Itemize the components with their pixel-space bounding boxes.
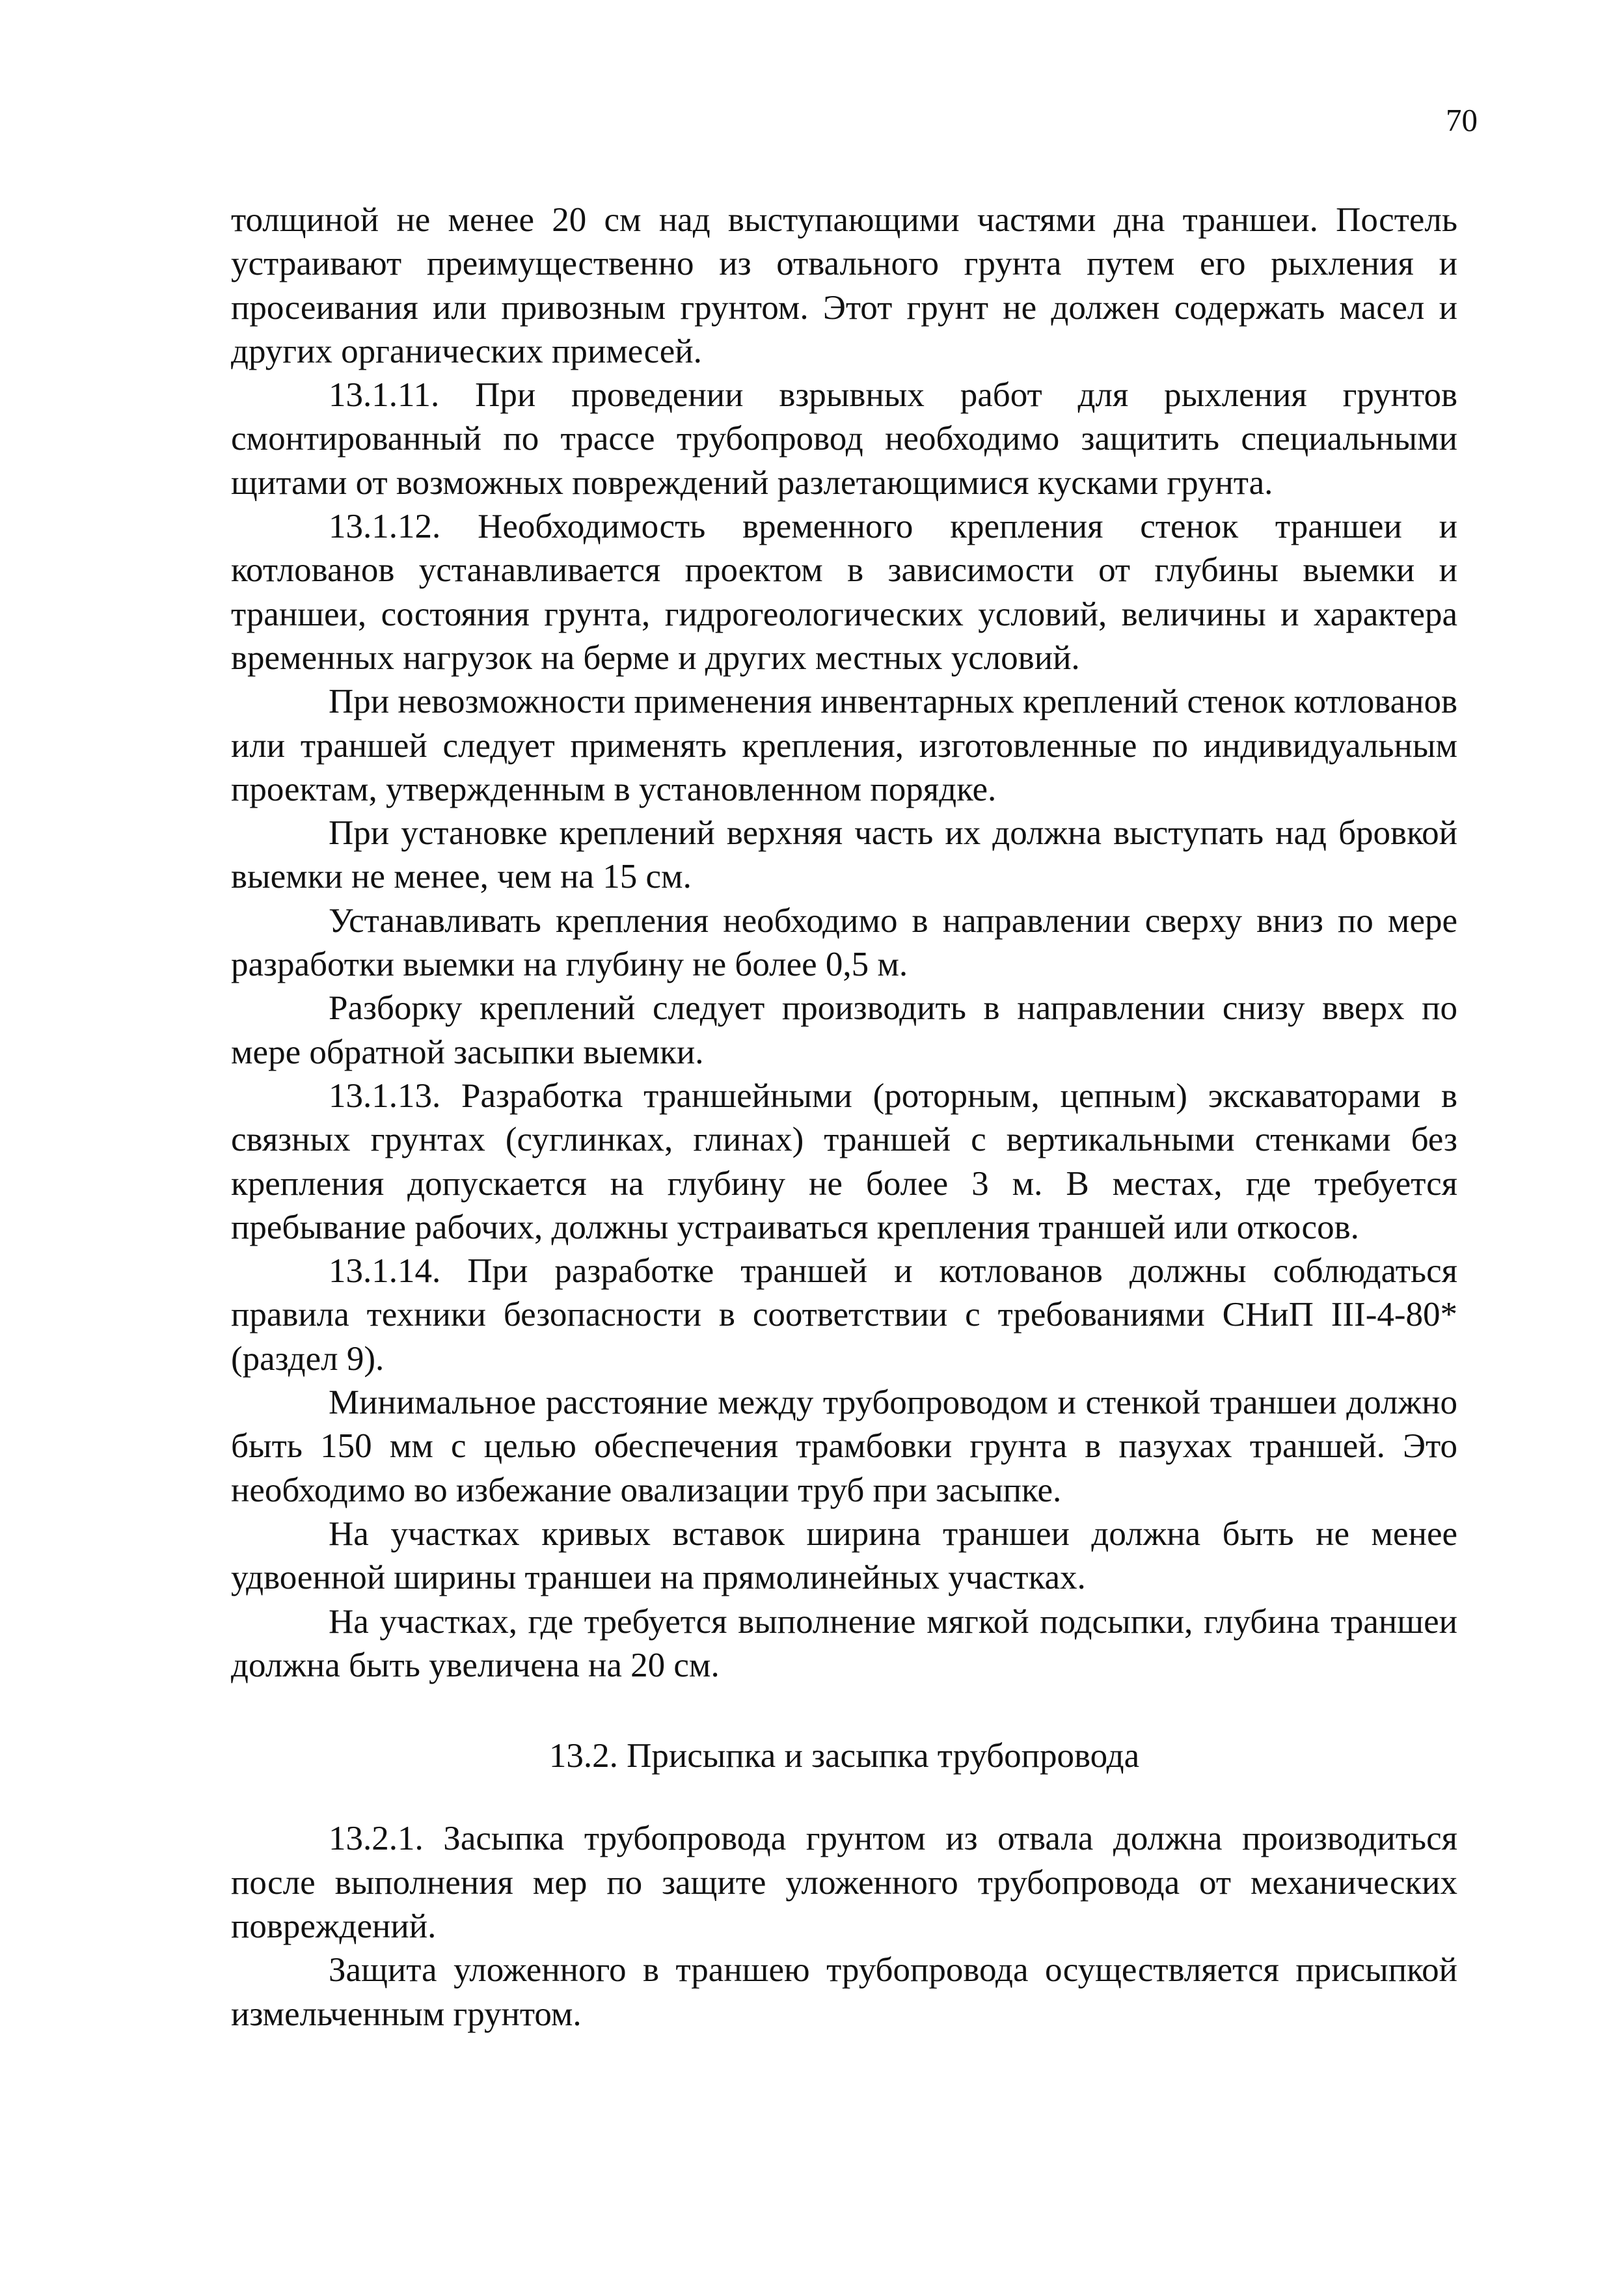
page-number: 70 (1446, 102, 1478, 138)
section-heading: 13.2. Присыпка и засыпка трубопровода (548, 1737, 1140, 1775)
document-body (231, 198, 1457, 2036)
paragraph: На участках кривых вставок ширина траншеи должна быть не менее удвоенной ширины траншеи на прямолинейных участках. (231, 1514, 1457, 1597)
paragraph: На участках, где требуется выполнение мягкой подсыпки, глубина траншеи должна быть увеличена на 20 см. (231, 1602, 1457, 1684)
paragraph: При установке креплений верхняя часть их должна выступать над бровкой выемки не менее, чем на 15 см. (231, 814, 1457, 896)
paragraph: Разборку креплений следует производить в направлении снизу вверх по мере обратной засыпки выемки. (231, 989, 1457, 1071)
paragraph: Устанавливать крепления необходимо в направлении сверху вниз по мере разработки выемки на глубину не более 0,5 м. (231, 901, 1457, 984)
paragraph: 13.1.14. При разработке траншей и котлованов должны соблюдаться правила техники безопасности в соответствии с требованиями СНиП III-4-80* (раздел 9). (231, 1252, 1457, 1378)
paragraph: Минимальное расстояние между трубопроводом и стенкой траншеи должно быть 150 мм с целью обеспечения трамбовки грунта в пазухах траншей. Это необходимо во избежание овализации труб при засыпке. (231, 1384, 1457, 1509)
paragraph: Защита уложенного в траншею трубопровода осуществляется присыпкой измельченным грунтом. (231, 1951, 1457, 2033)
paragraph: 13.1.12. Необходимость временного крепления стенок траншеи и котлованов устанавливается проектом в зависимости от глубины выемки и траншеи, состояния грунта, гидрогеологических условий, величины и характера временных нагрузок на берме и других местных условий. (231, 508, 1457, 677)
paragraph: При невозможности применения инвентарных креплений стенок котлованов или траншей следует применять крепления, изготовленные по индивидуальным проектам, утвержденным в установленном порядке. (231, 683, 1457, 808)
paragraph: толщиной не менее 20 см над выступающими частями дна траншеи. Постель устраивают преимущественно из отвального грунта путем его рыхления и просеивания или привозным грунтом. Этот грунт не должен содержать масел и других органических примесей. (231, 201, 1457, 370)
paragraph: 13.1.11. При проведении взрывных работ для рыхления грунтов смонтированный по трассе трубопровод необходимо защитить специальными щитами от возможных повреждений разлетающимися кусками грунта. (231, 376, 1457, 502)
paragraph: 13.2.1. Засыпка трубопровода грунтом из отвала должна производиться после выполнения мер по защите уложенного трубопровода от механических повреждений. (231, 1820, 1457, 1945)
paragraph: 13.1.13. Разработка траншейными (роторным, цепным) экскаваторами в связных грунтах (суглинках, глинах) траншей с вертикальными стенками без крепления допускается на глубину не более 3 м. В местах, где требуется пребывание рабочих, должны устраиваться крепления траншей или откосов. (231, 1076, 1457, 1246)
